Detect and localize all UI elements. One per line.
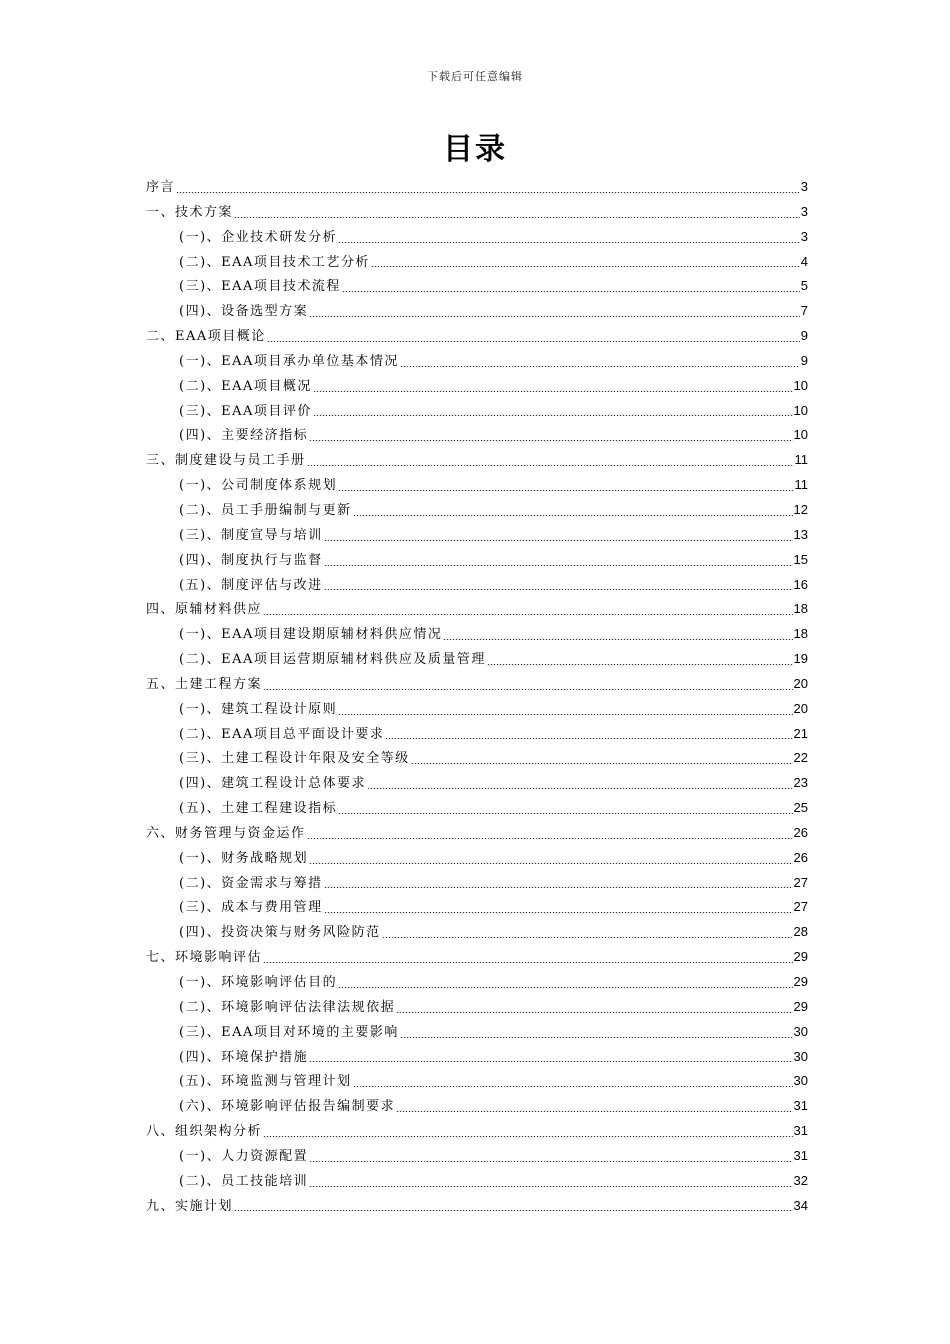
toc-entry-page: 3 bbox=[800, 203, 808, 219]
toc-entry[interactable] bbox=[146, 945, 808, 970]
toc-dot-leader bbox=[263, 689, 793, 690]
toc-dot-leader bbox=[324, 540, 793, 541]
toc-dot-leader bbox=[487, 664, 793, 665]
toc-entry[interactable] bbox=[146, 250, 808, 275]
toc-entry-text: 八、组织架构分析 bbox=[146, 1124, 263, 1140]
toc-entry-text: 序言 bbox=[146, 180, 176, 195]
toc-dot-leader bbox=[353, 1086, 793, 1087]
toc-dot-leader bbox=[309, 1061, 792, 1062]
toc-entry-text: 一、技术方案 bbox=[146, 204, 234, 220]
toc-entry-page: 11 bbox=[794, 452, 808, 468]
toc-dot-leader bbox=[400, 1037, 793, 1038]
toc-entry-page: 10 bbox=[793, 377, 808, 393]
toc-entry-text: (一)、EAA项目建设期原辅材料供应情况 bbox=[179, 627, 443, 643]
toc-entry[interactable] bbox=[146, 746, 808, 771]
toc-entry-text: 九、实施计划 bbox=[146, 1198, 234, 1214]
toc-entry-page: 25 bbox=[793, 800, 808, 816]
toc-entry-text: (二)、员工技能培训 bbox=[179, 1173, 309, 1189]
toc-entry-text: (六)、环境影响评估报告编制要求 bbox=[179, 1099, 396, 1115]
toc-entry-page: 34 bbox=[793, 1197, 808, 1213]
toc-dot-leader bbox=[338, 813, 792, 814]
toc-entry-page: 12 bbox=[793, 501, 808, 517]
toc-entry-text: 六、财务管理与资金运作 bbox=[146, 825, 306, 841]
toc-entry-page: 31 bbox=[793, 1098, 808, 1114]
toc-dot-leader bbox=[234, 1210, 793, 1211]
toc-entry[interactable] bbox=[146, 1144, 808, 1169]
toc-entry-text: (三)、成本与费用管理 bbox=[179, 900, 323, 916]
toc-entry[interactable] bbox=[146, 622, 808, 647]
toc-entry[interactable] bbox=[146, 299, 808, 324]
toc-entry-text: 三、制度建设与员工手册 bbox=[146, 453, 306, 469]
toc-entry[interactable] bbox=[146, 1069, 808, 1094]
toc-entry-text: (四)、投资决策与财务风险防范 bbox=[179, 925, 381, 941]
toc-entry-page: 16 bbox=[793, 576, 808, 592]
toc-entry-text: (二)、EAA项目概况 bbox=[179, 378, 312, 394]
toc-entry[interactable] bbox=[146, 374, 808, 399]
toc-entry-text: (一)、环境影响评估目的 bbox=[179, 975, 338, 990]
toc-entry[interactable] bbox=[146, 995, 808, 1020]
toc-entry-page: 11 bbox=[794, 477, 808, 493]
toc-entry-page: 10 bbox=[793, 427, 808, 443]
toc-dot-leader bbox=[385, 738, 792, 739]
toc-entry[interactable] bbox=[146, 175, 808, 200]
toc-entry-page: 32 bbox=[793, 1172, 808, 1188]
toc-entry[interactable] bbox=[146, 573, 808, 598]
toc-entry-page: 9 bbox=[800, 328, 808, 344]
toc-entry-page: 5 bbox=[800, 278, 808, 294]
toc-entry-page: 13 bbox=[793, 526, 808, 542]
toc-entry[interactable] bbox=[146, 1194, 808, 1219]
toc-entry[interactable] bbox=[146, 324, 808, 349]
toc-entry-page: 28 bbox=[793, 924, 808, 940]
toc-entry[interactable] bbox=[146, 871, 808, 896]
toc-entry-text: (二)、EAA项目总平面设计要求 bbox=[179, 726, 385, 742]
toc-dot-leader bbox=[371, 266, 800, 267]
toc-entry-page: 30 bbox=[793, 1023, 808, 1039]
toc-entry[interactable] bbox=[146, 672, 808, 697]
toc-entry-text: (二)、EAA项目技术工艺分析 bbox=[179, 254, 370, 270]
toc-entry-page: 22 bbox=[793, 750, 808, 766]
table-of-contents bbox=[146, 175, 808, 1218]
toc-entry[interactable] bbox=[146, 200, 808, 225]
toc-dot-leader bbox=[338, 242, 800, 243]
toc-entry-text: (二)、EAA项目运营期原辅材料供应及质量管理 bbox=[179, 652, 486, 668]
toc-entry-page: 31 bbox=[793, 1147, 808, 1163]
toc-entry[interactable] bbox=[146, 1094, 808, 1119]
toc-entry-text: (二)、环境影响评估法律法规依据 bbox=[179, 999, 396, 1015]
toc-entry-page: 29 bbox=[793, 974, 808, 989]
toc-entry-text: (五)、土建工程建设指标 bbox=[179, 801, 338, 817]
toc-entry-text: (三)、制度宣导与培训 bbox=[179, 527, 323, 543]
toc-entry-text: (三)、EAA项目技术流程 bbox=[179, 279, 341, 295]
toc-entry-page: 18 bbox=[793, 601, 808, 617]
toc-entry[interactable] bbox=[146, 821, 808, 846]
toc-entry[interactable] bbox=[146, 895, 808, 920]
toc-dot-leader bbox=[324, 887, 793, 888]
toc-dot-leader bbox=[342, 291, 800, 292]
toc-entry[interactable] bbox=[146, 448, 808, 473]
toc-entry-text: (一)、人力资源配置 bbox=[179, 1148, 309, 1164]
toc-entry-text: (四)、主要经济指标 bbox=[179, 428, 309, 444]
toc-entry-page: 29 bbox=[793, 949, 808, 965]
toc-entry[interactable] bbox=[146, 1119, 808, 1144]
toc-entry-page: 31 bbox=[793, 1123, 808, 1139]
toc-entry-text: (一)、EAA项目承办单位基本情况 bbox=[179, 353, 399, 369]
toc-entry-page: 30 bbox=[793, 1048, 808, 1064]
toc-entry[interactable] bbox=[146, 548, 808, 573]
toc-entry-text: (一)、财务战略规划 bbox=[179, 850, 309, 866]
toc-dot-leader bbox=[443, 639, 792, 640]
toc-dot-leader bbox=[309, 440, 792, 441]
toc-dot-leader bbox=[396, 1012, 792, 1013]
toc-dot-leader bbox=[324, 589, 793, 590]
toc-title: 目录 bbox=[443, 132, 507, 167]
toc-dot-leader bbox=[353, 515, 793, 516]
toc-entry[interactable] bbox=[146, 1169, 808, 1194]
toc-entry[interactable] bbox=[146, 697, 808, 722]
toc-dot-leader bbox=[367, 788, 792, 789]
toc-dot-leader bbox=[307, 838, 793, 839]
toc-dot-leader bbox=[234, 217, 800, 218]
toc-dot-leader bbox=[309, 316, 800, 317]
toc-dot-leader bbox=[382, 937, 793, 938]
toc-entry[interactable] bbox=[146, 225, 808, 250]
toc-entry-page: 18 bbox=[793, 626, 808, 642]
toc-entry[interactable] bbox=[146, 597, 808, 622]
toc-entry-text: 七、环境影响评估 bbox=[146, 950, 263, 966]
toc-entry[interactable] bbox=[146, 423, 808, 448]
toc-entry[interactable] bbox=[146, 523, 808, 548]
toc-entry-text: (三)、EAA项目评价 bbox=[179, 403, 312, 419]
toc-entry-text: (三)、土建工程设计年限及安全等级 bbox=[179, 751, 410, 767]
toc-entry-page: 15 bbox=[793, 551, 808, 567]
toc-entry[interactable] bbox=[146, 1045, 808, 1070]
toc-entry-page: 4 bbox=[800, 253, 808, 269]
toc-entry-text: (三)、EAA项目对环境的主要影响 bbox=[179, 1024, 399, 1040]
header-note: 下载后可任意编辑 bbox=[427, 70, 523, 83]
toc-dot-leader bbox=[313, 415, 793, 416]
toc-entry[interactable] bbox=[146, 846, 808, 871]
toc-entry-page: 20 bbox=[793, 700, 808, 716]
toc-dot-leader bbox=[309, 863, 792, 864]
toc-entry-text: (五)、环境监测与管理计划 bbox=[179, 1074, 352, 1090]
toc-entry[interactable] bbox=[146, 647, 808, 672]
toc-dot-leader bbox=[324, 565, 793, 566]
toc-entry-page: 29 bbox=[793, 998, 808, 1014]
toc-entry-page: 3 bbox=[800, 179, 808, 194]
toc-entry-page: 10 bbox=[793, 402, 808, 418]
toc-entry[interactable] bbox=[146, 274, 808, 299]
toc-dot-leader bbox=[324, 912, 793, 913]
toc-entry[interactable] bbox=[146, 498, 808, 523]
toc-entry[interactable] bbox=[146, 722, 808, 747]
toc-entry-page: 19 bbox=[793, 651, 808, 667]
toc-entry-page: 21 bbox=[793, 725, 808, 741]
toc-entry-page: 3 bbox=[800, 228, 808, 244]
toc-dot-leader bbox=[176, 192, 800, 193]
toc-entry-text: (一)、建筑工程设计原则 bbox=[179, 701, 338, 717]
toc-dot-leader bbox=[396, 1111, 792, 1112]
toc-entry[interactable] bbox=[146, 796, 808, 821]
toc-entry-text: 二、EAA项目概论 bbox=[146, 329, 266, 345]
toc-dot-leader bbox=[338, 490, 793, 491]
toc-entry[interactable] bbox=[146, 771, 808, 796]
toc-entry-page: 27 bbox=[793, 874, 808, 890]
toc-entry[interactable] bbox=[146, 1020, 808, 1045]
toc-entry-text: (四)、制度执行与监督 bbox=[179, 552, 323, 568]
toc-dot-leader bbox=[307, 465, 794, 466]
toc-dot-leader bbox=[309, 1161, 792, 1162]
toc-entry-page: 23 bbox=[793, 775, 808, 791]
toc-entry-text: (四)、环境保护措施 bbox=[179, 1049, 309, 1065]
toc-entry-text: (五)、制度评估与改进 bbox=[179, 577, 323, 593]
toc-entry-page: 30 bbox=[793, 1073, 808, 1089]
toc-dot-leader bbox=[263, 962, 793, 963]
toc-entry-page: 27 bbox=[793, 899, 808, 915]
toc-dot-leader bbox=[338, 987, 792, 988]
toc-entry-text: (二)、员工手册编制与更新 bbox=[179, 502, 352, 518]
toc-entry[interactable] bbox=[146, 399, 808, 424]
toc-entry-page: 7 bbox=[800, 303, 808, 319]
toc-entry[interactable] bbox=[146, 349, 808, 374]
toc-dot-leader bbox=[338, 714, 792, 715]
toc-entry-text: (一)、企业技术研发分析 bbox=[179, 229, 338, 245]
toc-entry-text: (四)、设备选型方案 bbox=[179, 304, 309, 320]
toc-dot-leader bbox=[267, 341, 800, 342]
toc-entry[interactable] bbox=[146, 970, 808, 995]
toc-entry-page: 26 bbox=[793, 849, 808, 865]
toc-entry-page: 26 bbox=[793, 824, 808, 840]
toc-entry-text: (一)、公司制度体系规划 bbox=[179, 478, 338, 494]
toc-entry-text: (四)、建筑工程设计总体要求 bbox=[179, 776, 367, 792]
toc-dot-leader bbox=[263, 1136, 793, 1137]
toc-dot-leader bbox=[400, 366, 800, 367]
toc-dot-leader bbox=[263, 614, 793, 615]
toc-entry[interactable] bbox=[146, 920, 808, 945]
toc-entry-text: 五、土建工程方案 bbox=[146, 676, 263, 692]
toc-entry-page: 20 bbox=[793, 675, 808, 691]
toc-dot-leader bbox=[309, 1186, 792, 1187]
toc-entry-text: 四、原辅材料供应 bbox=[146, 602, 263, 618]
toc-dot-leader bbox=[313, 391, 793, 392]
toc-entry[interactable] bbox=[146, 473, 808, 498]
toc-entry-page: 9 bbox=[800, 352, 808, 368]
toc-entry-text: (二)、资金需求与筹措 bbox=[179, 875, 323, 891]
toc-dot-leader bbox=[411, 763, 793, 764]
